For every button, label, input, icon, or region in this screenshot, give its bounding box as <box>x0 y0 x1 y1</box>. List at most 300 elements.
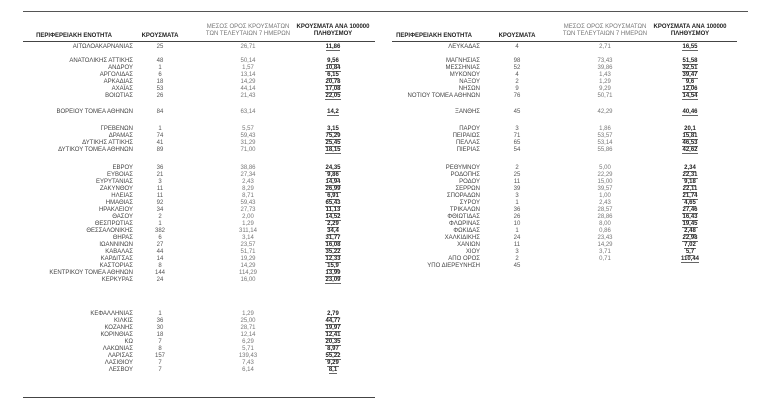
cases-cell: 3 <box>515 126 519 132</box>
avg7-cell: 8,29 <box>242 186 254 192</box>
cases-cell: 1 <box>158 221 162 227</box>
region-name-cell: ΔΥΤΙΚΟΥ ΤΟΜΕΑ ΑΘΗΝΩΝ <box>58 147 133 153</box>
right-table-row <box>0 186 768 193</box>
cases-cell: 30 <box>156 325 164 331</box>
region-name-cell: ΝΑΞΟΥ <box>459 79 480 85</box>
region-name-cell: ΜΥΚΟΝΟΥ <box>449 72 480 78</box>
right-table-row <box>0 109 768 116</box>
per100k-value: 2,48 <box>684 228 696 234</box>
region-name-cell: ΚΕΡΚΥΡΑΣ <box>101 277 133 283</box>
per100k-value: 12,33 <box>325 256 341 262</box>
avg7-cell: 8,00 <box>599 221 611 227</box>
left-table-row <box>0 360 768 367</box>
region-name-cell: ΣΥΡΟΥ <box>459 200 480 206</box>
right-table-row <box>0 249 768 256</box>
per100k-value: 65,43 <box>325 200 341 206</box>
avg7-cell: 1,29 <box>242 221 254 227</box>
avg7-cell: 23,57 <box>240 242 256 248</box>
top-border-line <box>23 11 748 12</box>
per100k-value: 26,99 <box>325 186 341 192</box>
per100k-cell <box>650 235 730 242</box>
right-header-rule <box>392 41 737 42</box>
left-table-row <box>0 277 768 284</box>
per100k-cell <box>650 86 730 93</box>
per100k-value: 75,29 <box>325 133 341 139</box>
per100k-value: 27,46 <box>682 207 698 213</box>
region-name-cell: ΜΕΣΣΗΝΙΑΣ <box>445 65 480 71</box>
per100k-value: 20,35 <box>325 339 341 345</box>
avg7-cell: 21,43 <box>240 93 256 99</box>
cases-cell: 36 <box>156 165 164 171</box>
cases-cell: 25 <box>156 44 164 50</box>
left-table-row <box>0 318 768 325</box>
per100k-value: 31,77 <box>325 235 341 241</box>
region-name-cell: ΚΟΖΑΝΗΣ <box>104 325 133 331</box>
avg7-cell: 23,43 <box>597 235 613 241</box>
per100k-cell <box>650 79 730 86</box>
avg7-cell: 73,43 <box>597 58 613 64</box>
per100k-value: 9,56 <box>327 58 339 64</box>
avg7-cell: 39,57 <box>597 186 613 192</box>
region-name-cell: ΑΧΑΪΑΣ <box>111 86 133 92</box>
cases-cell: 25 <box>513 172 521 178</box>
avg7-cell: 14,29 <box>240 79 256 85</box>
avg7-cell: 2,71 <box>599 44 611 50</box>
region-name-cell: ΔΥΤΙΚΗΣ ΑΤΤΙΚΗΣ <box>82 140 133 146</box>
region-name-cell: ΦΩΚΙΔΑΣ <box>453 228 480 234</box>
region-name-cell: ΚΩ <box>124 339 133 345</box>
right-table-row <box>0 72 768 79</box>
per100k-cell <box>650 256 730 263</box>
avg7-cell: 12,14 <box>240 332 256 338</box>
cases-cell: 6 <box>158 72 162 78</box>
cases-cell: 11 <box>156 186 164 192</box>
per100k-value: 51,58 <box>682 58 698 64</box>
per100k-value: 14,52 <box>325 214 341 220</box>
region-name-cell: ΚΕΝΤΡΙΚΟΥ ΤΟΜΕΑ ΑΘΗΝΩΝ <box>49 270 133 276</box>
avg7-cell: 27,34 <box>240 172 256 178</box>
region-name-cell: ΧΑΝΙΩΝ <box>457 242 480 248</box>
per100k-value: 15,81 <box>682 133 698 139</box>
cases-cell: 11 <box>156 193 164 199</box>
avg7-cell: 0,86 <box>599 228 611 234</box>
avg7-cell: 53,57 <box>597 133 613 139</box>
avg7-cell: 16,00 <box>240 277 256 283</box>
avg7-cell: 26,71 <box>240 44 256 50</box>
region-name-cell: ΕΥΒΟΙΑΣ <box>106 172 133 178</box>
per100k-value: 12,06 <box>682 86 698 92</box>
left-header-per100k-line1: ΚΡΟΥΣΜΑΤΑ ΑΝΑ 100000 <box>296 24 370 30</box>
region-name-cell: ΚΟΡΙΝΘΙΑΣ <box>100 332 133 338</box>
right-table-row <box>0 44 768 51</box>
region-name-cell: ΒΟΙΩΤΙΑΣ <box>105 93 133 99</box>
per100k-cell <box>293 318 373 325</box>
avg7-cell: 5,57 <box>242 126 254 132</box>
left-header-avg-line2: ΤΩΝ ΤΕΛΕΥΤΑΙΩΝ 7 ΗΜΕΡΩΝ <box>205 31 291 37</box>
avg7-cell: 7,43 <box>242 360 254 366</box>
left-table-row <box>0 353 768 360</box>
right-header-region: ΠΕΡΙΦΕΡΕΙΑΚΗ ΕΝΟΤΗΤΑ <box>396 33 472 39</box>
per100k-cell <box>650 58 730 65</box>
per100k-value: 23,09 <box>325 277 341 283</box>
right-table-row <box>0 172 768 179</box>
cases-cell: 4 <box>515 44 519 50</box>
cases-cell: 157 <box>154 353 165 359</box>
region-name-cell: ΡΟΔΟΠΗΣ <box>450 172 480 178</box>
right-table-row <box>0 126 768 133</box>
region-name-cell: ΠΙΕΡΙΑΣ <box>456 147 480 153</box>
left-table-row <box>0 311 768 318</box>
avg7-cell: 6,29 <box>242 339 254 345</box>
avg7-cell: 2,43 <box>242 179 254 185</box>
per100k-cell <box>650 133 730 140</box>
left-table-row <box>0 367 768 374</box>
cases-cell: 65 <box>513 140 521 146</box>
per100k-value: 3,15 <box>327 126 339 132</box>
left-header-region: ΠΕΡΙΦΕΡΕΙΑΚΗ ΕΝΟΤΗΤΑ <box>36 33 112 39</box>
per100k-cell <box>650 228 730 235</box>
region-name-cell: ΡΟΔΟΥ <box>459 179 480 185</box>
per100k-value: 10,84 <box>325 65 341 71</box>
avg7-cell: 28,71 <box>240 325 256 331</box>
cases-cell: 24 <box>156 277 164 283</box>
per100k-cell <box>650 172 730 179</box>
cases-cell: 2 <box>515 165 519 171</box>
cases-cell: 1 <box>158 311 162 317</box>
right-table-row <box>0 228 768 235</box>
right-table-row <box>0 200 768 207</box>
right-header-cases: ΚΡΟΥΣΜΑΤΑ <box>498 33 536 39</box>
per100k-value: 34,4 <box>327 228 339 234</box>
left-header-cases: ΚΡΟΥΣΜΑΤΑ <box>141 33 179 39</box>
region-name-cell: ΣΠΟΡΑΔΩΝ <box>446 193 480 199</box>
cases-cell: 7 <box>158 360 162 366</box>
per100k-value: 6,91 <box>327 193 339 199</box>
per100k-value: 39,47 <box>682 72 698 78</box>
per100k-cell <box>650 140 730 147</box>
cases-cell: 74 <box>156 133 164 139</box>
avg7-cell: 3,14 <box>242 235 254 241</box>
per100k-cell <box>650 109 730 116</box>
per100k-cell <box>650 207 730 214</box>
avg7-cell: 1,57 <box>242 65 254 71</box>
right-header-per100k-line1: ΚΡΟΥΣΜΑΤΑ ΑΝΑ 100000 <box>653 24 727 30</box>
cases-cell: 84 <box>156 109 164 115</box>
avg7-cell: 311,14 <box>239 228 257 234</box>
region-name-cell: ΝΟΤΙΟΥ ΤΟΜΕΑ ΑΘΗΝΩΝ <box>407 93 480 99</box>
avg7-cell: 0,71 <box>599 256 611 262</box>
avg7-cell: 28,86 <box>597 214 613 220</box>
per100k-cell <box>650 72 730 79</box>
per100k-value: 4,65 <box>684 200 696 206</box>
region-name-cell: ΛΕΥΚΑΔΑΣ <box>448 44 480 50</box>
per100k-value: 18,15 <box>325 147 341 153</box>
per100k-value: 9,86 <box>327 172 339 178</box>
region-name-cell: ΚΑΒΑΛΑΣ <box>105 249 133 255</box>
cases-cell: 9 <box>515 86 519 92</box>
region-name-cell: ΠΕΛΛΑΣ <box>455 140 480 146</box>
avg7-cell: 13,14 <box>240 72 256 78</box>
cases-cell: 11 <box>513 242 521 248</box>
per100k-value: 25,45 <box>325 140 341 146</box>
per100k-value: 40,46 <box>682 109 698 115</box>
avg7-cell: 1,43 <box>599 72 611 78</box>
cases-cell: 36 <box>156 318 164 324</box>
region-name-cell: ΘΕΣΠΡΩΤΙΑΣ <box>94 221 133 227</box>
per100k-value: 110,44 <box>680 256 700 262</box>
region-name-cell: ΦΛΩΡΙΝΑΣ <box>449 221 480 227</box>
per100k-value: 2,34 <box>684 165 696 171</box>
avg7-cell: 25,00 <box>240 318 256 324</box>
per100k-value: 14,54 <box>682 93 698 99</box>
per100k-value: 22,05 <box>325 93 341 99</box>
cases-cell: 3 <box>158 179 162 185</box>
per100k-value: 20,1 <box>684 126 696 132</box>
right-table-row <box>0 193 768 200</box>
left-table-row <box>0 339 768 346</box>
per100k-value: 14,2 <box>327 109 339 115</box>
per100k-value: 7,02 <box>684 242 696 248</box>
avg7-cell: 1,00 <box>599 193 611 199</box>
right-table-row <box>0 93 768 100</box>
cases-cell: 26 <box>513 214 521 220</box>
per100k-cell <box>293 353 373 360</box>
region-name-cell: ΜΑΓΝΗΣΙΑΣ <box>445 58 480 64</box>
region-name-cell: ΑΠΟ ΟΡΟΣ <box>448 256 480 262</box>
per100k-value: 16,55 <box>682 44 698 50</box>
left-header-avg-line1: ΜΕΣΟΣ ΟΡΟΣ ΚΡΟΥΣΜΑΤΩΝ <box>206 24 290 30</box>
cases-cell: 39 <box>513 186 521 192</box>
cases-cell: 8 <box>158 346 162 352</box>
per100k-cell <box>293 360 373 367</box>
cases-cell: 89 <box>156 147 164 153</box>
right-table-row <box>0 79 768 86</box>
cases-cell: 2 <box>515 256 519 262</box>
cases-cell: 1 <box>158 65 162 71</box>
region-name-cell: ΞΑΝΘΗΣ <box>455 109 480 115</box>
per100k-value: 42,62 <box>682 147 698 153</box>
right-table-row <box>0 221 768 228</box>
avg7-cell: 39,86 <box>597 65 613 71</box>
cases-cell: 1 <box>158 126 162 132</box>
region-name-cell: ΥΠΟ ΔΙΕΡΕΥΝΗΣΗ <box>427 263 480 269</box>
region-name-cell: ΧΙΟΥ <box>465 249 480 255</box>
avg7-cell: 1,29 <box>599 79 611 85</box>
region-name-cell: ΤΡΙΚΑΛΩΝ <box>449 207 480 213</box>
per100k-value: 16,43 <box>682 214 698 220</box>
region-name-cell: ΗΛΕΙΑΣ <box>111 193 133 199</box>
right-table-row <box>0 179 768 186</box>
per100k-value: 17,08 <box>325 86 341 92</box>
cases-cell: 4 <box>515 72 519 78</box>
region-name-cell: ΛΕΣΒΟΥ <box>108 367 133 373</box>
avg7-cell: 19,29 <box>240 256 256 262</box>
region-name-cell: ΑΙΤΩΛΟΑΚΑΡΝΑΝΙΑΣ <box>72 44 133 50</box>
region-name-cell: ΗΡΑΚΛΕΙΟΥ <box>98 207 133 213</box>
cases-cell: 53 <box>156 86 164 92</box>
avg7-cell: 53,14 <box>597 140 613 146</box>
region-name-cell: ΧΑΛΚΙΔΙΚΗΣ <box>444 235 480 241</box>
per100k-value: 22,98 <box>682 235 698 241</box>
region-name-cell: ΑΝΔΡΟΥ <box>108 65 133 71</box>
region-name-cell: ΚΕΦΑΛΛΗΝΙΑΣ <box>90 311 133 317</box>
region-name-cell: ΛΑΡΙΣΑΣ <box>107 353 133 359</box>
cases-cell: 92 <box>156 200 164 206</box>
region-name-cell: ΘΗΡΑΣ <box>112 235 133 241</box>
avg7-cell: 42,29 <box>597 109 613 115</box>
left-header-per100k-line2: ΠΛΗΘΥΣΜΟΥ <box>313 31 353 37</box>
region-name-cell: ΕΥΡΥΤΑΝΙΑΣ <box>96 179 133 185</box>
cases-cell: 1 <box>515 228 519 234</box>
per100k-cell <box>293 277 373 284</box>
cases-cell: 48 <box>156 58 164 64</box>
avg7-cell: 59,43 <box>240 200 256 206</box>
per100k-value: 46,53 <box>682 140 698 146</box>
cases-cell: 44 <box>156 249 164 255</box>
per100k-cell <box>650 147 730 154</box>
per100k-cell <box>293 325 373 332</box>
per100k-value: 22,11 <box>682 186 698 192</box>
per100k-cell <box>650 242 730 249</box>
left-header-rule <box>23 41 375 42</box>
left-table-row <box>0 270 768 277</box>
region-name-cell: ΕΒΡΟΥ <box>112 165 133 171</box>
per100k-cell <box>650 165 730 172</box>
region-name-cell: ΚΑΣΤΟΡΙΑΣ <box>99 263 133 269</box>
avg7-cell: 2,00 <box>242 214 254 220</box>
region-name-cell: ΙΩΑΝΝΙΝΩΝ <box>99 242 133 248</box>
per100k-cell <box>650 126 730 133</box>
right-table-row <box>0 207 768 214</box>
region-name-cell: ΛΑΣΙΘΙΟΥ <box>104 360 133 366</box>
per100k-cell <box>293 367 373 374</box>
per100k-value: 11,86 <box>325 44 341 50</box>
region-name-cell: ΠΑΡΟΥ <box>459 126 480 132</box>
per100k-value: 55,22 <box>325 353 341 359</box>
per100k-cell <box>293 339 373 346</box>
per100k-value: 2,29 <box>327 221 339 227</box>
cases-cell: 7 <box>158 339 162 345</box>
right-table-row <box>0 256 768 263</box>
per100k-value: 21,74 <box>682 193 698 199</box>
right-table-row <box>0 242 768 249</box>
right-table-row <box>0 263 768 270</box>
cases-cell: 24 <box>513 235 521 241</box>
right-header-avg-line2: ΤΩΝ ΤΕΛΕΥΤΑΙΩΝ 7 ΗΜΕΡΩΝ <box>562 31 648 37</box>
region-name-cell: ΡΕΘΥΜΝΟΥ <box>445 165 480 171</box>
right-table-row <box>0 86 768 93</box>
per100k-value: 22,31 <box>682 172 698 178</box>
avg7-cell: 59,43 <box>240 133 256 139</box>
avg7-cell: 55,86 <box>597 147 613 153</box>
per100k-value: 9,6 <box>685 79 695 85</box>
per100k-value: 6,15 <box>327 72 339 78</box>
avg7-cell: 38,86 <box>240 165 256 171</box>
right-table-row <box>0 165 768 172</box>
region-name-cell: ΓΡΕΒΕΝΩΝ <box>100 126 133 132</box>
cases-cell: 76 <box>513 93 521 99</box>
right-table-row <box>0 235 768 242</box>
right-table-row <box>0 58 768 65</box>
region-name-cell: ΚΙΛΚΙΣ <box>113 318 133 324</box>
cases-cell: 1 <box>515 200 519 206</box>
avg7-cell: 1,86 <box>599 126 611 132</box>
avg7-cell: 14,29 <box>597 242 613 248</box>
right-header-per100k-line2: ΠΛΗΘΥΣΜΟΥ <box>670 31 710 37</box>
left-table-row <box>0 332 768 339</box>
avg7-cell: 5,71 <box>242 346 254 352</box>
per100k-cell <box>293 346 373 353</box>
cases-cell: 11 <box>513 179 521 185</box>
per100k-value: 13,99 <box>325 270 341 276</box>
per100k-value: 11,13 <box>325 207 341 213</box>
cases-cell: 34 <box>156 207 164 213</box>
region-name-cell: ΖΑΚΥΝΘΟΥ <box>99 186 133 192</box>
region-name-cell: ΘΑΣΟΥ <box>112 214 133 220</box>
avg7-cell: 9,29 <box>599 86 611 92</box>
cases-cell: 27 <box>156 242 164 248</box>
cases-cell: 144 <box>154 270 165 276</box>
cases-cell: 2 <box>158 214 162 220</box>
avg7-cell: 15,00 <box>597 179 613 185</box>
cases-cell: 18 <box>156 79 164 85</box>
right-header-avg-line1: ΜΕΣΟΣ ΟΡΟΣ ΚΡΟΥΣΜΑΤΩΝ <box>563 24 647 30</box>
right-table-row <box>0 147 768 154</box>
region-name-cell: ΑΡΓΟΛΙΔΑΣ <box>99 72 133 78</box>
region-name-cell: ΚΑΡΔΙΤΣΑΣ <box>100 256 133 262</box>
avg7-cell: 50,14 <box>240 58 256 64</box>
avg7-cell: 3,71 <box>599 249 611 255</box>
cases-cell: 8 <box>158 263 162 269</box>
right-table-row <box>0 214 768 221</box>
cases-cell: 382 <box>154 228 165 234</box>
cases-cell: 10 <box>513 221 521 227</box>
cases-cell: 71 <box>513 133 521 139</box>
cases-cell: 41 <box>156 140 164 146</box>
cases-cell: 3 <box>515 193 519 199</box>
cases-cell: 2 <box>515 79 519 85</box>
right-table-row <box>0 133 768 140</box>
region-name-cell: ΝΗΣΩΝ <box>458 86 480 92</box>
region-name-cell: ΑΡΚΑΔΙΑΣ <box>103 79 133 85</box>
cases-cell: 54 <box>513 147 521 153</box>
region-name-cell: ΑΝΑΤΟΛΙΚΗΣ ΑΤΤΙΚΗΣ <box>69 58 133 64</box>
per100k-value: 32,51 <box>682 65 698 71</box>
avg7-cell: 1,29 <box>242 311 254 317</box>
avg7-cell: 27,73 <box>240 207 256 213</box>
per100k-value: 8,1 <box>328 367 338 373</box>
cases-cell: 52 <box>513 65 521 71</box>
per100k-cell <box>650 193 730 200</box>
right-table-row <box>0 65 768 72</box>
cases-cell: 21 <box>156 172 164 178</box>
cases-cell: 45 <box>513 263 521 269</box>
cases-cell: 7 <box>158 367 162 373</box>
avg7-cell: 31,29 <box>240 140 256 146</box>
per100k-cell <box>650 221 730 228</box>
cases-cell: 3 <box>515 249 519 255</box>
region-name-cell: ΦΘΙΩΤΙΔΑΣ <box>447 214 480 220</box>
per100k-value: 12,41 <box>325 332 341 338</box>
per100k-cell <box>650 179 730 186</box>
region-name-cell: ΣΕΡΡΩΝ <box>455 186 480 192</box>
left-table-row <box>0 325 768 332</box>
per100k-cell <box>650 214 730 221</box>
cases-cell: 18 <box>156 332 164 338</box>
per100k-value: 8,97 <box>327 346 339 352</box>
left-bottom-rule <box>23 397 375 398</box>
avg7-cell: 6,14 <box>242 367 254 373</box>
